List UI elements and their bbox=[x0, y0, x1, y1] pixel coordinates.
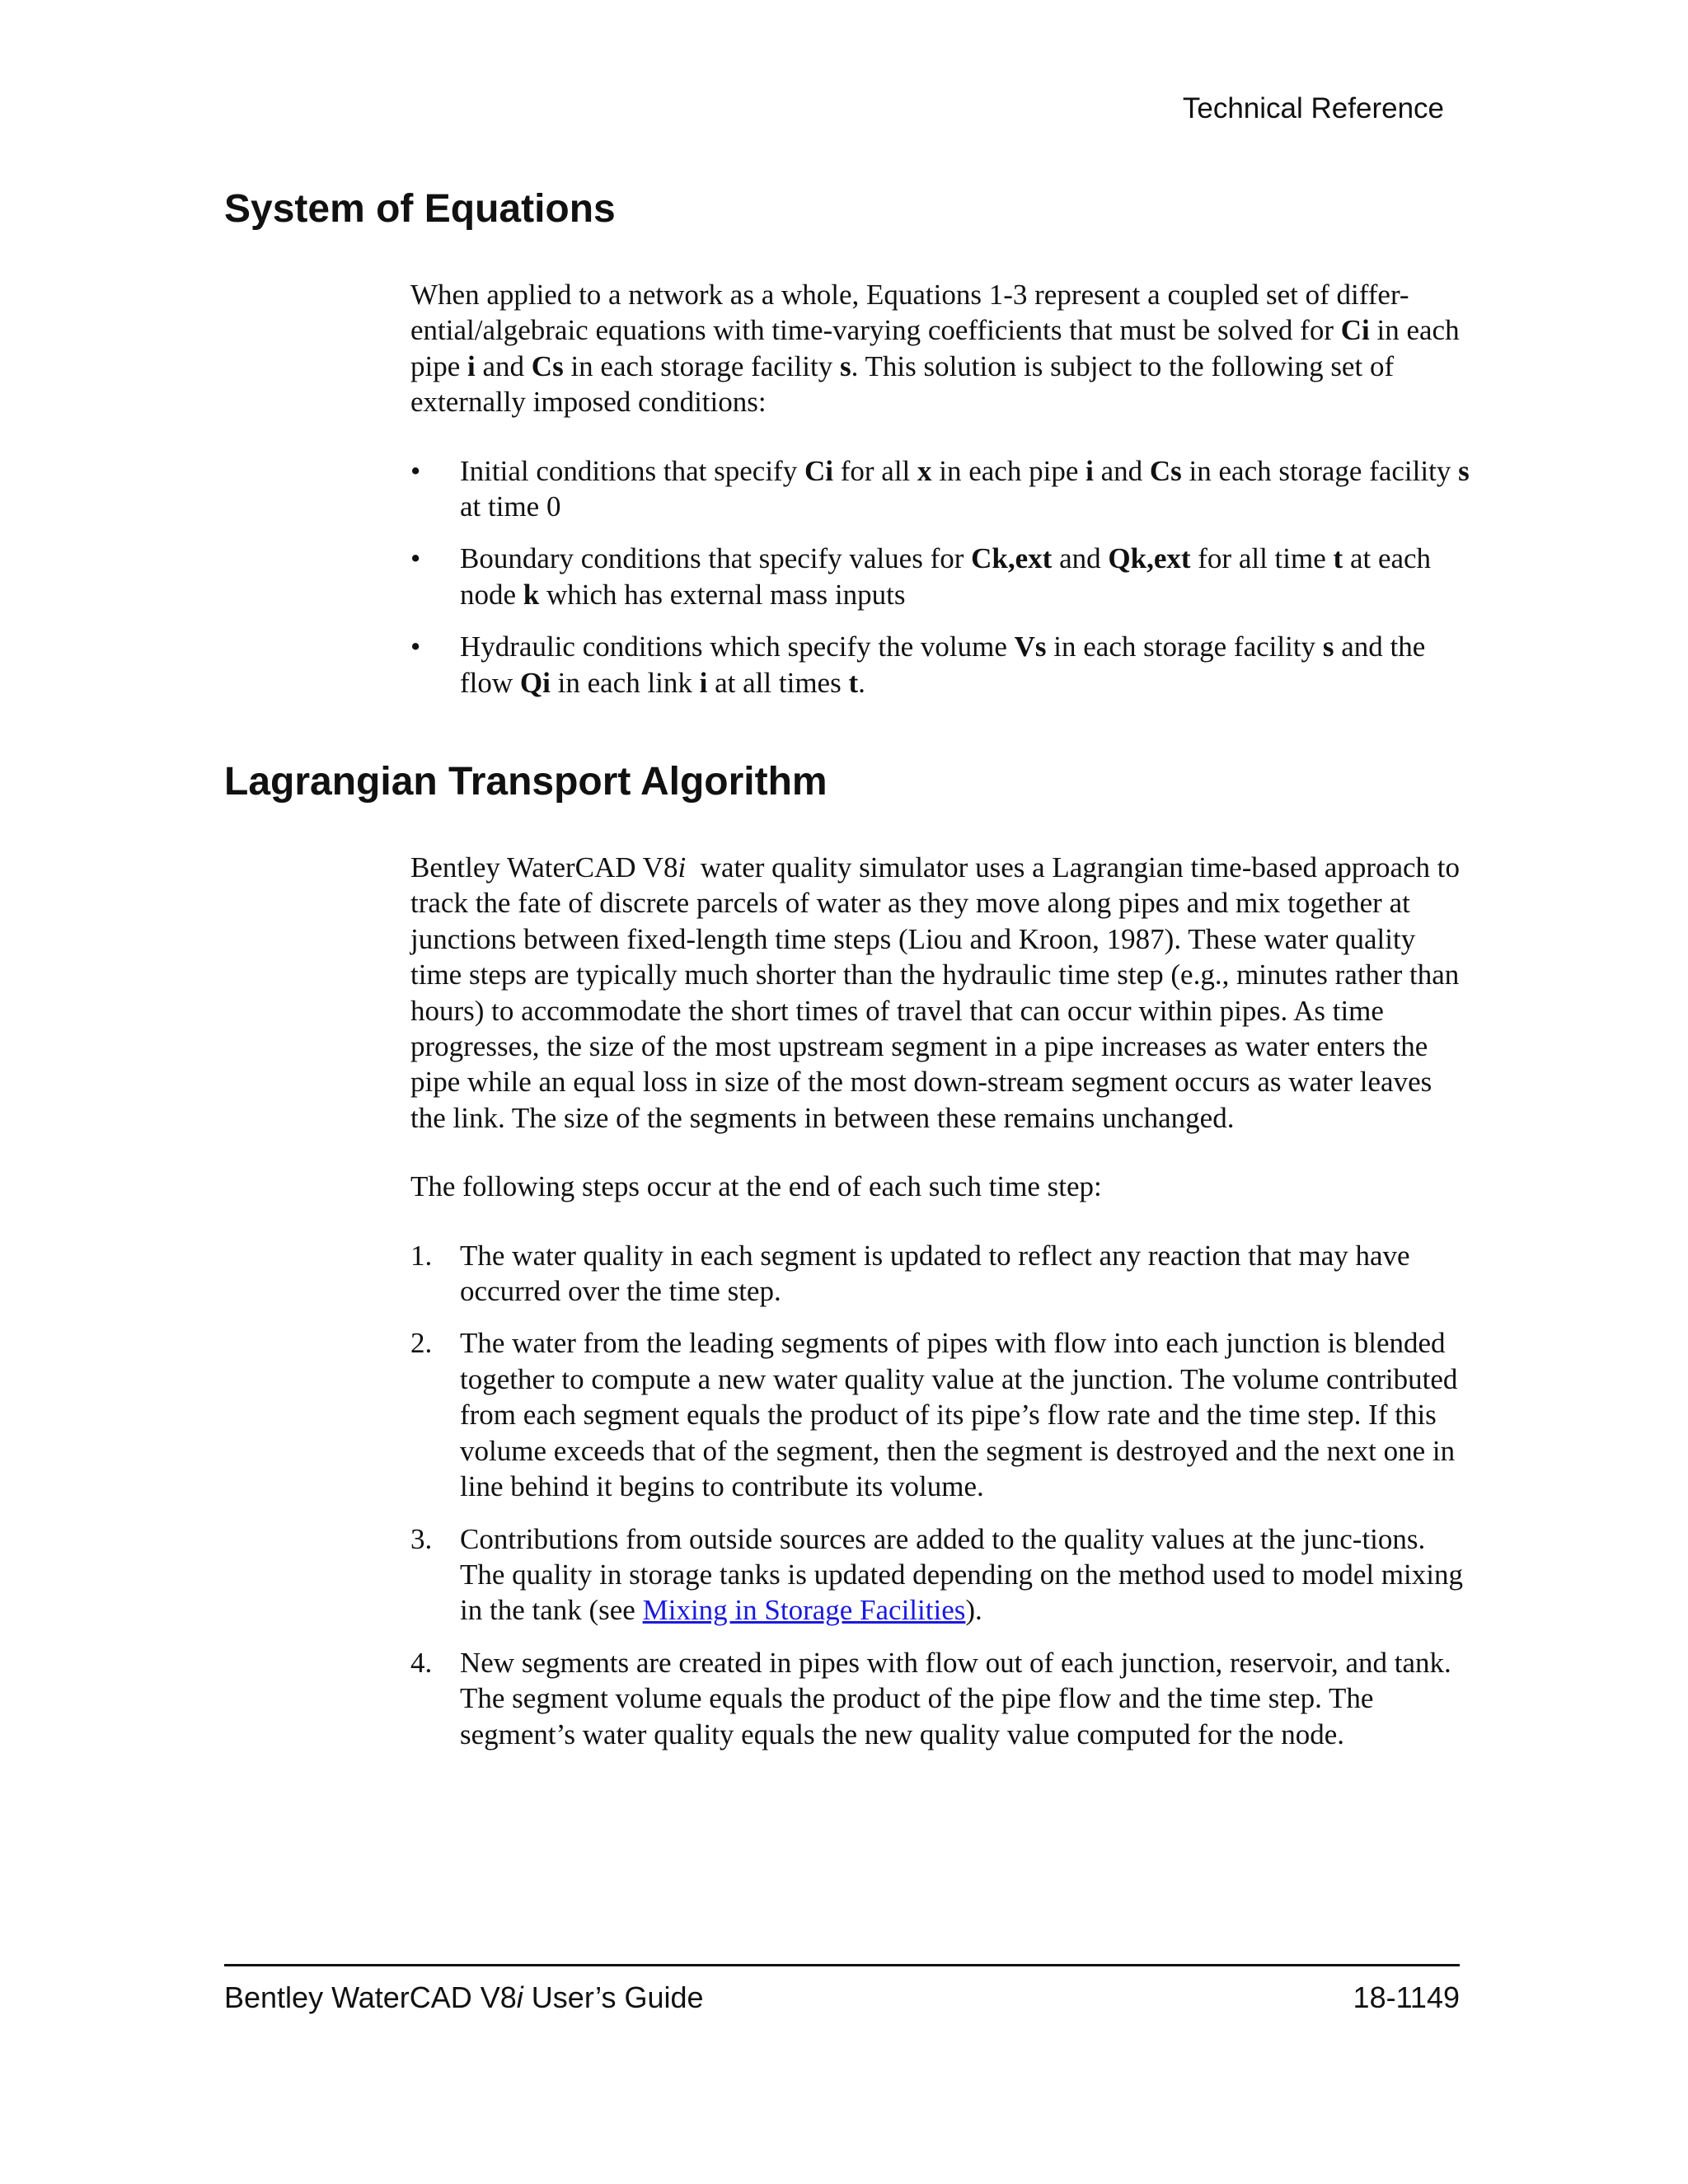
footer-divider bbox=[224, 1964, 1460, 1966]
bold-term: Qk,ext bbox=[1108, 542, 1191, 575]
bullet-marker: • bbox=[410, 542, 421, 575]
text-run: The water quality in each segment is updated to reflect any reaction that may have occurred over the time step. bbox=[460, 1239, 1410, 1308]
product-name: Bentley WaterCAD V8 bbox=[410, 851, 678, 883]
text-run: in each storage facility bbox=[1181, 454, 1459, 487]
step-number: 4. bbox=[410, 1646, 433, 1679]
bold-term: Ck,ext bbox=[971, 542, 1053, 575]
text-run: which has external mass inputs bbox=[539, 578, 906, 611]
intro-paragraph bbox=[410, 277, 1474, 420]
text-run: in each storage facility bbox=[563, 349, 840, 382]
bullet-marker: • bbox=[410, 630, 421, 663]
product-name-italic: i bbox=[678, 851, 687, 883]
section-heading-system-of-equations: System of Equations bbox=[224, 187, 616, 231]
text-run: at time 0 bbox=[460, 490, 561, 523]
bold-term: Cs bbox=[531, 349, 564, 382]
text-run: Initial conditions that specify bbox=[460, 454, 804, 487]
running-header: Technical Reference bbox=[1182, 92, 1444, 124]
text-run: at all times bbox=[707, 666, 849, 699]
text-run: for all bbox=[832, 454, 918, 487]
footer-guide-title bbox=[224, 1980, 704, 2016]
bold-term: Cs bbox=[1149, 454, 1182, 487]
bold-term: i bbox=[699, 666, 708, 699]
text-run: in each pipe bbox=[931, 454, 1086, 487]
text-run: Boundary conditions that specify values for bbox=[460, 542, 972, 575]
text-run-italic: i bbox=[516, 1980, 523, 2014]
text-run: The water from the leading segments of pipes with flow into each junction is blended together to compute a new water quality value at the junction. The volume contributed from each segment equals the product of its pipe’s flow rate and the time step. If this volume exceeds that of the segment, then the segment is destroyed and the next one in line behind it begins to contribute its volume. bbox=[460, 1327, 1458, 1503]
bold-term: s bbox=[839, 349, 851, 382]
text-run: and the flow bbox=[460, 630, 1426, 699]
text-run: Hydraulic conditions which specify the volume bbox=[460, 630, 1015, 663]
text-run: for all time bbox=[1190, 542, 1334, 575]
conditions-bullet-list bbox=[410, 453, 1474, 701]
text-run: . bbox=[858, 666, 865, 699]
list-item bbox=[410, 453, 1474, 525]
algorithm-paragraph bbox=[410, 850, 1474, 1136]
bold-term: Ci bbox=[1340, 314, 1370, 347]
bold-term: i bbox=[1085, 454, 1094, 487]
text-run: in each link bbox=[550, 666, 700, 699]
text-run: and bbox=[1052, 542, 1109, 575]
text-run: ). bbox=[965, 1594, 982, 1627]
steps-intro-paragraph: The following steps occur at the end of each such time step: bbox=[410, 1170, 1102, 1203]
page-number: 18-1149 bbox=[1353, 1980, 1460, 2014]
step-number: 2. bbox=[410, 1327, 433, 1360]
step-number: 1. bbox=[410, 1239, 433, 1272]
text-run: in each pipe bbox=[410, 314, 1460, 382]
list-item bbox=[410, 1325, 1474, 1504]
lagrangian-body bbox=[410, 850, 1474, 1752]
text-run: and bbox=[475, 349, 532, 382]
bold-term: s bbox=[1458, 454, 1470, 487]
bold-term: x bbox=[917, 454, 932, 487]
text-run: Bentley WaterCAD V8 bbox=[224, 1980, 517, 2014]
list-item bbox=[410, 1238, 1474, 1310]
bold-term: i bbox=[467, 349, 476, 382]
list-item bbox=[410, 629, 1474, 701]
bold-term: Ci bbox=[804, 454, 833, 487]
list-item bbox=[410, 1645, 1474, 1752]
text-run: User’s Guide bbox=[523, 1980, 704, 2014]
bullet-marker: • bbox=[410, 454, 421, 487]
text-run: and bbox=[1093, 454, 1150, 487]
text-run: When applied to a network as a whole, Equations 1-3 represent a coupled set of differ-ential/algebraic equations with time-varying coefficients that must be solved for bbox=[410, 279, 1409, 347]
steps-numbered-list bbox=[410, 1238, 1474, 1752]
bold-term: Vs bbox=[1014, 630, 1047, 663]
text-run: Contributions from outside sources are added to the quality values at the junc-tions. The quality in storage tanks is updated depending on the method used to model mixing in the tank (see bbox=[460, 1522, 1464, 1627]
bold-term: t bbox=[848, 666, 859, 699]
step-number: 3. bbox=[410, 1522, 433, 1555]
bold-term: Qi bbox=[519, 666, 551, 699]
text-run: New segments are created in pipes with flow out of each junction, reservoir, and tank. The segment volume equals the product of the pipe flow and the time step. The segment’s water quality equals the new quality value computed for the node. bbox=[460, 1646, 1451, 1750]
text-run: at each node bbox=[460, 542, 1432, 611]
system-of-equations-body bbox=[410, 277, 1474, 701]
section-heading-lagrangian-transport-algorithm: Lagrangian Transport Algorithm bbox=[224, 760, 828, 804]
bold-term: s bbox=[1322, 630, 1334, 663]
bold-term: k bbox=[523, 578, 540, 611]
mixing-in-storage-facilities-link[interactable]: Mixing in Storage Facilities bbox=[642, 1594, 966, 1627]
text-run: water quality simulator uses a Lagrangian time-based approach to track the fate of discrete parcels of water as they move along pipes and mix together at junctions between fixed-length time steps (Liou and Kroon, 1987). These water quality time steps are typically much shorter than the hydraulic time step (e.g., minutes rather than hours) to accommodate the short times of travel that can occur within pipes. As time progresses, the size of the most upstream segment in a pipe increases as water enters the pipe while an equal loss in size of the most down-stream segment occurs as water leaves the link. The size of the segments in between these remains unchanged. bbox=[410, 851, 1467, 1134]
list-item bbox=[410, 1521, 1474, 1629]
list-item bbox=[410, 541, 1474, 612]
text-run: . This solution is subject to the following set of externally imposed conditions: bbox=[410, 349, 1395, 419]
bold-term: t bbox=[1333, 542, 1343, 575]
text-run: in each storage facility bbox=[1046, 630, 1323, 663]
